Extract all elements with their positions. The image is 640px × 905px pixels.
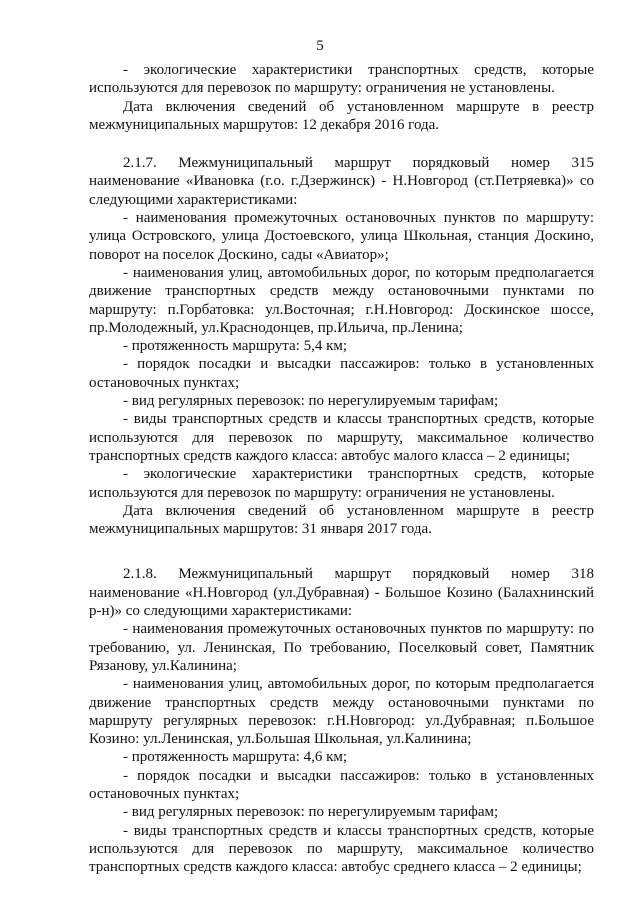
paragraph-spacer (89, 538, 594, 565)
paragraph: - протяженность маршрута: 4,6 км; (123, 749, 348, 766)
paragraph: - наименования промежуточных остановочных пунктов по маршруту: улица Островского, улица Достоевского, улица Школьная, станция Доскино, поворот на поселок Доскино, сады «Авиатор»; (89, 210, 594, 263)
paragraph: - экологические характеристики транспортных средств, которые используются для перевозок по маршруту: ограничения не установлены. (89, 62, 594, 97)
paragraph: Дата включения сведений об установленном маршруте в реестр межмуниципальных маршрутов: 12 декабря 2016 года. (89, 98, 594, 133)
paragraph: - виды транспортных средств и классы транспортных средств, которые используются для перевозок по маршруту, максимальное количество транспортных средств каждого класса: автобус среднего класса – 2 единицы; (89, 822, 594, 876)
paragraph: - вид регулярных перевозок: по нерегулируемым тарифам; (123, 393, 499, 410)
paragraph: - наименования улиц, автомобильных дорог, по которым предполагается движение транспортных средств между остановочными пунктами по маршруту регулярных перевозок: г.Н.Новгород: ул.Дубравная; п.Большое Козино: ул.Ленинская, ул.Большая Школьная, ул.Калинина; (89, 676, 594, 748)
paragraph: - виды транспортных средств и классы транспортных средств, которые используются для перевозок по маршруту, максимальное количество транспортных средств каждого класса: автобус малого класса – 2 единицы; (89, 411, 594, 464)
paragraph: - порядок посадки и высадки пассажиров: только в установленных остановочных пунктах; (89, 767, 594, 802)
paragraph: - порядок посадки и высадки пассажиров: только в установленных остановочных пунктах; (89, 356, 594, 391)
paragraph: - вид регулярных перевозок: по нерегулируемым тарифам; (123, 804, 499, 821)
paragraph: - наименования улиц, автомобильных дорог, по которым предполагается движение транспортных средств между остановочными пунктами по маршруту: п.Горбатовка: ул.Восточная; г.Н.Новгород: Доскинское шоссе, пр.Молодежный, ул.Краснодонцев, пр.Ильича, пр.Ленина; (89, 264, 594, 336)
paragraph: - наименования промежуточных остановочных пунктов по маршруту: по требованию, ул. Ленинская, По требованию, Поселковый совет, Памятник Рязанову, ул.Калинина; (89, 621, 594, 674)
paragraph: 2.1.7. Межмуниципальный маршрут порядковый номер 315 наименование «Ивановка (г.о. г.Дзержинск) - Н.Новгород (ст.Петряевка)» со следующими характеристиками: (89, 155, 594, 208)
page-number: 5 (316, 38, 324, 54)
paragraph-spacer (89, 134, 594, 154)
paragraph: - экологические характеристики транспортных средств, которые используются для перевозок по маршруту: ограничения не установлены. (89, 466, 594, 501)
paragraph: 2.1.8. Межмуниципальный маршрут порядковый номер 318 наименование «Н.Новгород (ул.Дубравная) - Большое Козино (Балахнинский р-н)» со следующими характеристиками: (89, 566, 594, 620)
paragraph: - протяженность маршрута: 5,4 км; (123, 338, 348, 355)
paragraph: Дата включения сведений об установленном маршруте в реестр межмуниципальных маршрутов: 31 января 2017 года. (89, 502, 594, 538)
document-body (89, 61, 594, 876)
